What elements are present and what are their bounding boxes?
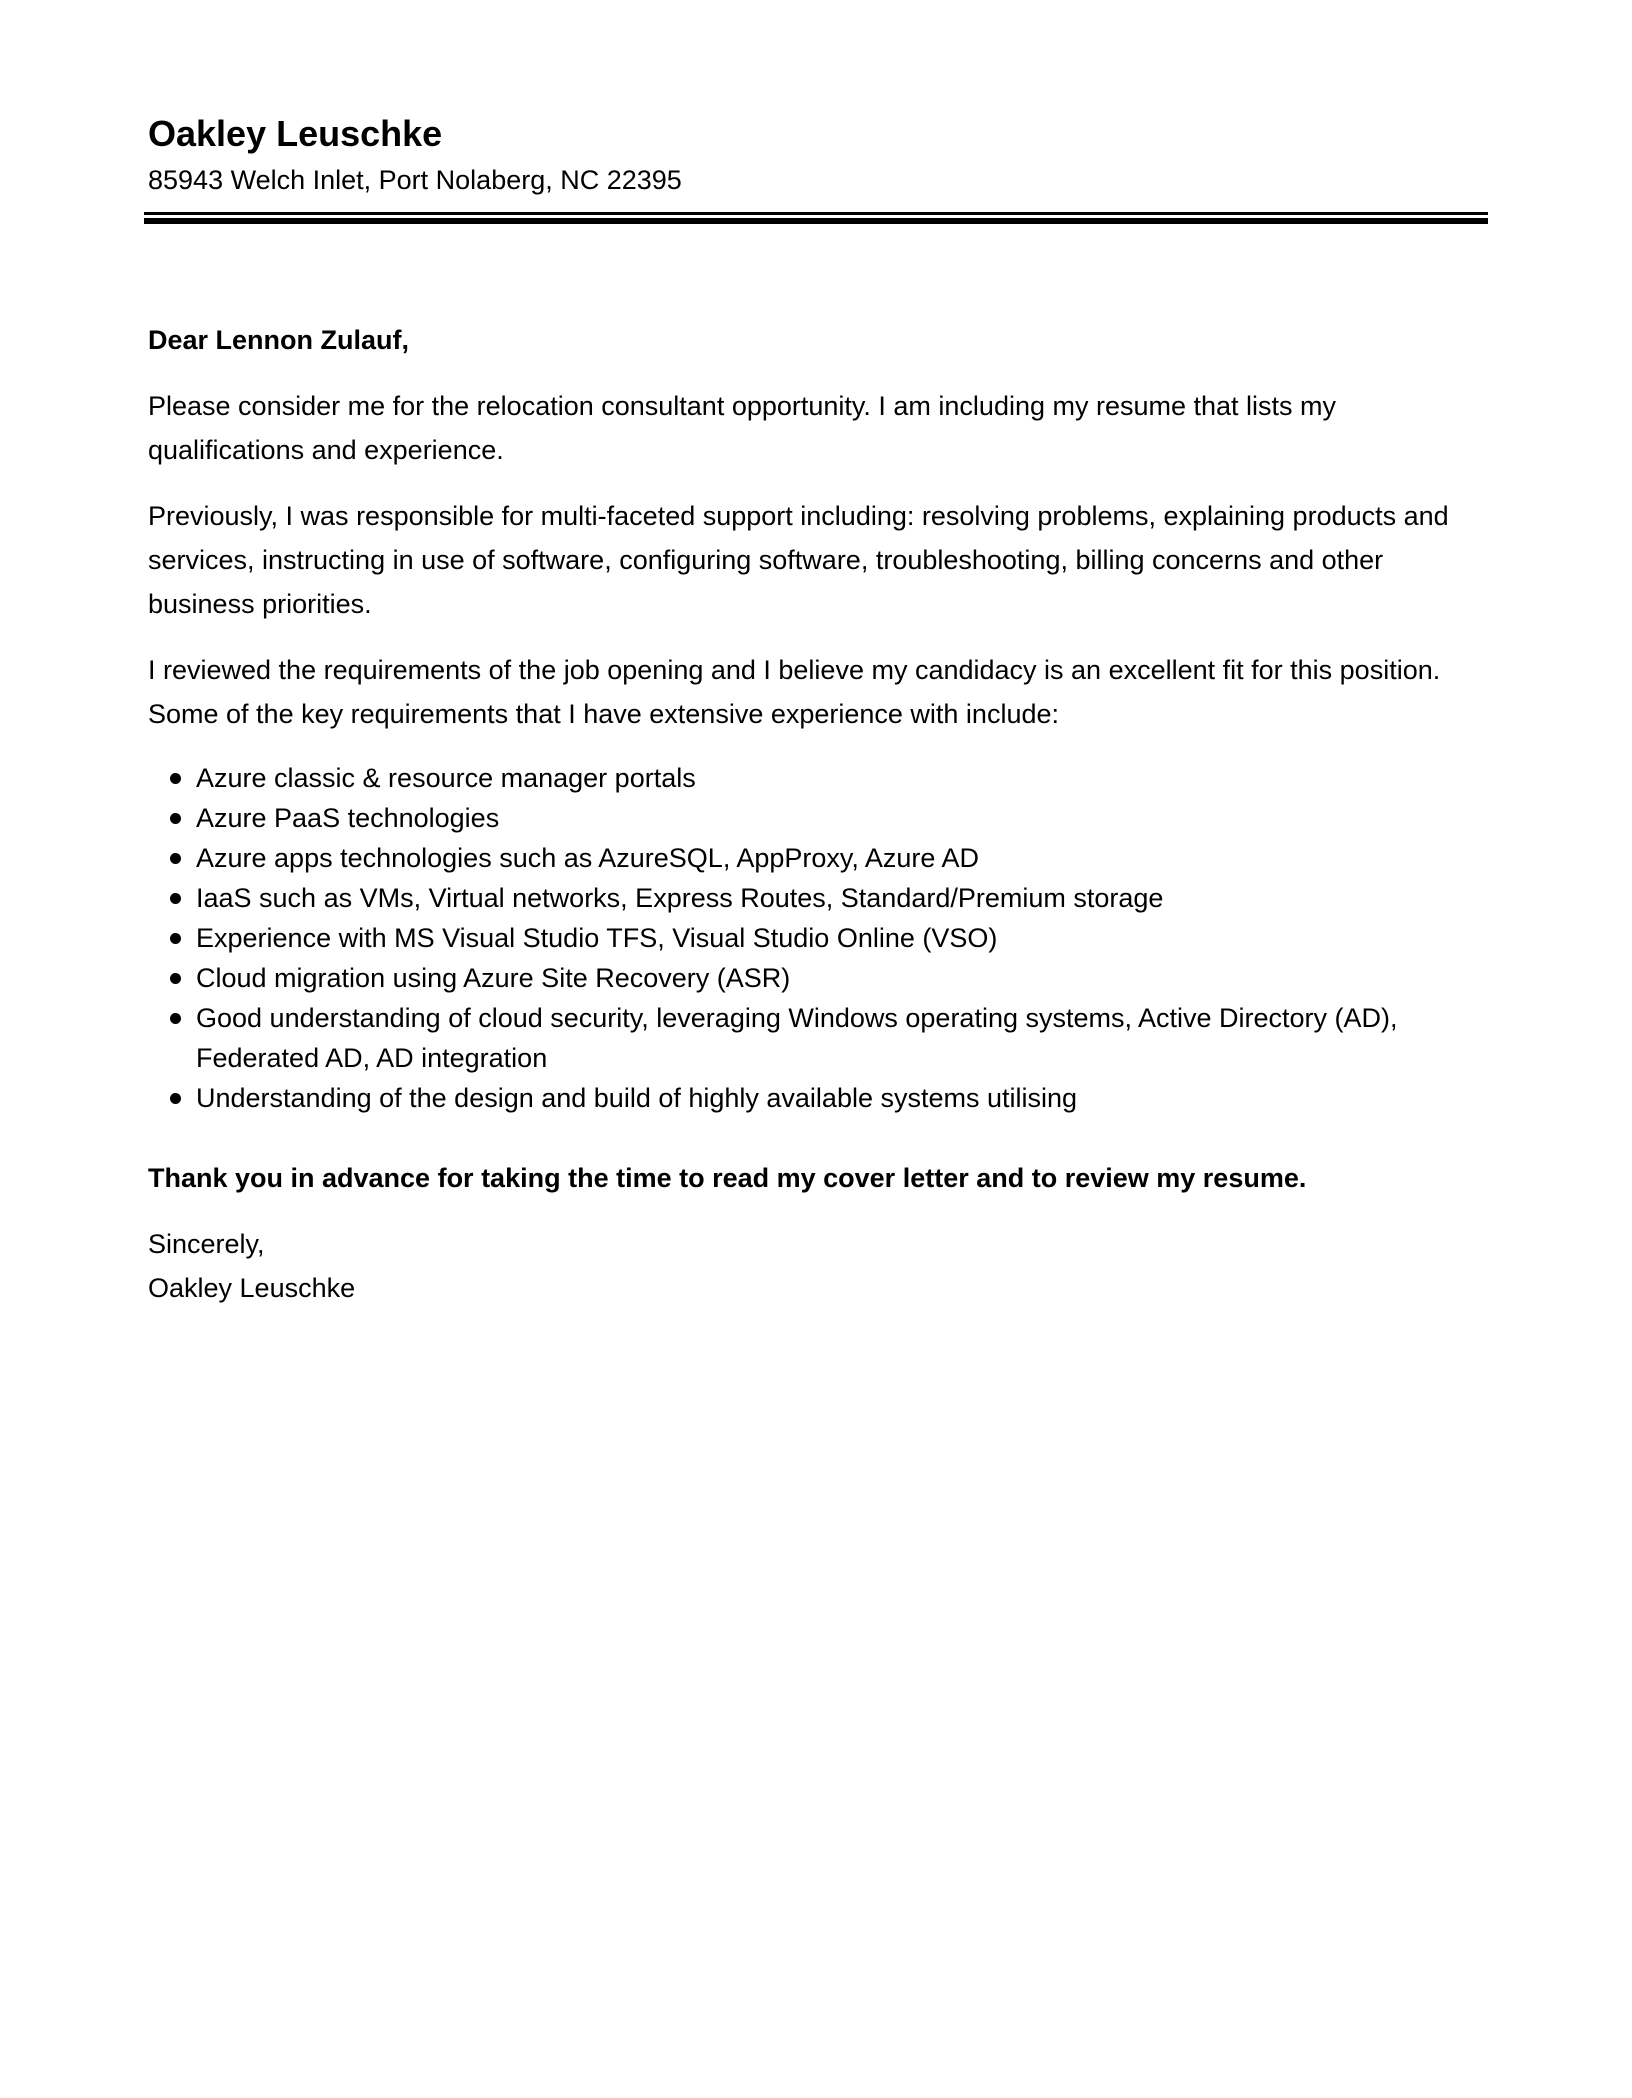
paragraph-intro: Please consider me for the relocation consultant opportunity. I am including my resume that lists my qualifications and experience.: [148, 391, 1337, 465]
requirement-text: IaaS such as VMs, Virtual networks, Express Routes, Standard/Premium storage: [196, 883, 1164, 913]
requirement-text: Experience with MS Visual Studio TFS, Visual Studio Online (VSO): [196, 923, 998, 953]
paragraph-requirements: I reviewed the requirements of the job opening and I believe my candidacy is an excellent fit for this position. Some of the key requirements that I have extensive experience with include:: [148, 655, 1441, 729]
list-item: [148, 758, 1484, 798]
requirement-text: Azure classic & resource manager portals: [196, 763, 696, 793]
requirements-list: [148, 758, 1484, 1118]
requirement-text: Understanding of the design and build of highly available systems utilising: [196, 1083, 1078, 1113]
sender-address: 85943 Welch Inlet, Port Nolaberg, NC 22395: [148, 165, 682, 195]
bullet-icon: [170, 933, 181, 944]
list-item: [148, 918, 1484, 958]
list-item: [148, 958, 1484, 998]
header-divider: [144, 212, 1488, 224]
bullet-icon: [170, 773, 181, 784]
requirement-text: Cloud migration using Azure Site Recovery (ASR): [196, 963, 791, 993]
bullet-icon: [170, 893, 181, 904]
bullet-icon: [170, 853, 181, 864]
signature-name: Oakley Leuschke: [148, 1273, 356, 1303]
closing-statement: Thank you in advance for taking the time to read my cover letter and to review my resume.: [148, 1163, 1307, 1193]
bullet-icon: [170, 1013, 181, 1024]
list-item: [148, 838, 1484, 878]
list-item: [148, 1078, 1484, 1118]
list-item: [148, 998, 1484, 1078]
bullet-icon: [170, 813, 181, 824]
bullet-icon: [170, 973, 181, 984]
sender-name: Oakley Leuschke: [148, 113, 443, 154]
salutation: Dear Lennon Zulauf,: [148, 325, 410, 355]
list-item: [148, 798, 1484, 838]
valediction: Sincerely,: [148, 1229, 265, 1259]
bullet-icon: [170, 1093, 181, 1104]
list-item: [148, 878, 1484, 918]
letter-header: [148, 108, 1484, 200]
letter-body: [148, 318, 1484, 1310]
paragraph-experience: Previously, I was responsible for multi-faceted support including: resolving problems, explaining products and services, instructing in use of software, configuring software, troubleshooting, billing concerns and other business priorities.: [148, 501, 1449, 619]
requirement-text: Good understanding of cloud security, leveraging Windows operating systems, Active Directory (AD), Federated AD, AD integration: [196, 1003, 1398, 1073]
requirement-text: Azure apps technologies such as AzureSQL, AppProxy, Azure AD: [196, 843, 979, 873]
requirement-text: Azure PaaS technologies: [196, 803, 500, 833]
